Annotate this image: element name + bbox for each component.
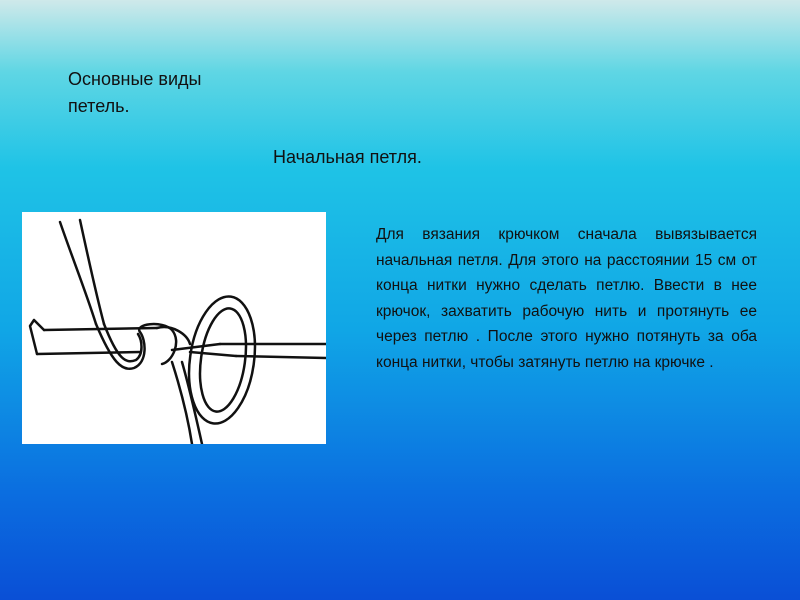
crochet-hook-illustration xyxy=(22,212,326,444)
hook-shaft-bottom xyxy=(37,352,140,354)
slide-subtitle: Начальная петля. xyxy=(273,147,422,167)
hook-tip xyxy=(30,320,44,354)
description-text: Для вязания крючком сначала вывязывается начальная петля. Для этого на расстоянии 15 см от конца нитки нужно сделать петлю. Ввести в нее крючок, захватить рабочую нить и протянуть ее через петлю . После этого нужно потянуть за оба конца нитки, чтобы затянуть петлю на крючке . xyxy=(376,226,757,371)
slide-title: Основные виды петель. xyxy=(68,69,202,116)
